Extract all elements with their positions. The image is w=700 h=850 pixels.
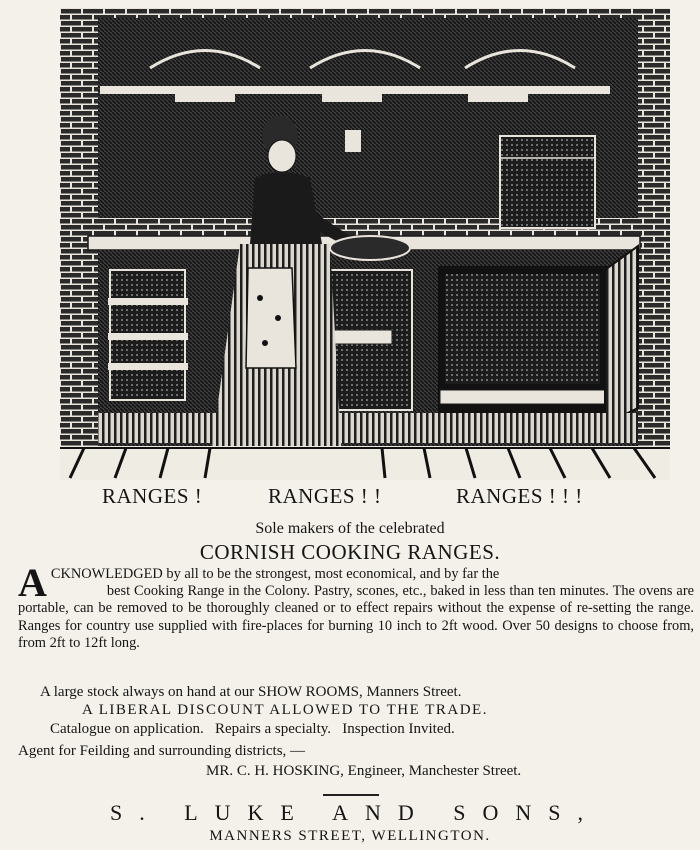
firm-address: MANNERS STREET, WELLINGTON. — [209, 828, 491, 844]
stock-line: A large stock always on hand at our SHOW ROOMS, Manners Street. — [40, 684, 462, 700]
drop-cap: A — [18, 560, 47, 605]
product-title: CORNISH COOKING RANGES. — [199, 540, 501, 564]
headline-ranges-3: RANGES ! ! ! — [456, 484, 583, 508]
headline-ranges-2: RANGES ! ! — [268, 484, 382, 508]
agent-line: Agent for Feilding and surrounding districts, — — [18, 743, 306, 759]
divider-rule — [323, 794, 379, 796]
discount-line: A LIBERAL DISCOUNT ALLOWED TO THE TRADE. — [82, 702, 488, 718]
firm-name: S. LUKE AND SONS, — [109, 800, 601, 825]
catalogue-line: Catalogue on application. Repairs a specialty. Inspection Invited. — [50, 721, 455, 737]
cooking-range-illustration — [60, 8, 670, 480]
body-text-start: CKNOWLEDGED by all to be the strongest, most economical, and by far the — [50, 566, 500, 582]
body-text-rest: best Cooking Range in the Colony. Pastry, scones, etc., baked in less than ten minutes. The ovens are portable, can be removed to be thoroughly cleaned or to effect repairs without the expense of re-setting the range. Ranges for country use supplied with fire-places for burning 10 inch to 2ft wood. Over 50 designs to choose from, from 2ft to 12ft long. — [18, 583, 694, 651]
headline-ranges-1: RANGES ! — [102, 484, 203, 508]
body-paragraph — [18, 560, 694, 652]
intro-line: Sole makers of the celebrated — [255, 520, 445, 537]
agent-name: MR. C. H. HOSKING, Engineer, Manchester Street. — [206, 763, 522, 779]
woman-at-range-engraving — [60, 8, 670, 480]
